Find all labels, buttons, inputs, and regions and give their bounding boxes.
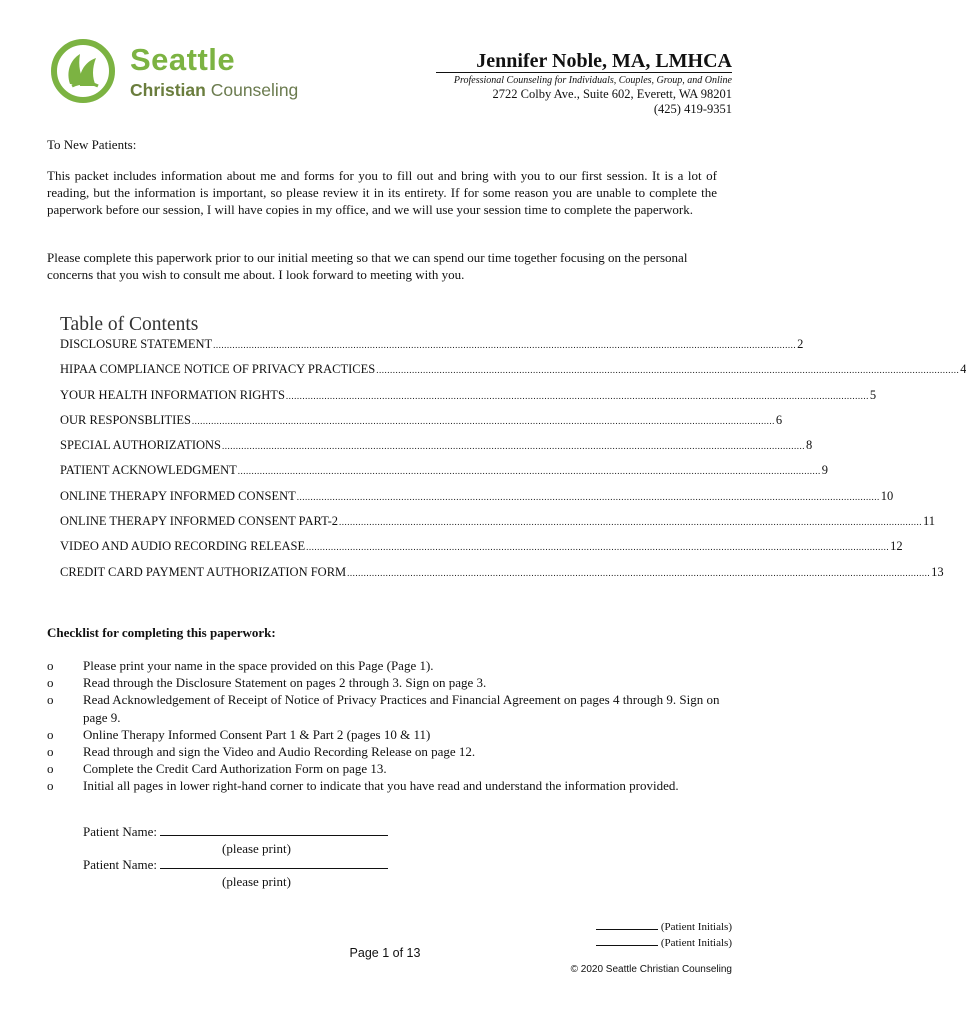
toc-title: Table of Contents: [60, 314, 199, 335]
letterhead: [436, 50, 732, 117]
checklist-item: [47, 657, 737, 674]
address: 2722 Colby Ave., Suite 602, Everett, WA 98201: [492, 87, 732, 101]
toc-label: SPECIAL AUTHORIZATIONS: [60, 438, 221, 453]
toc-page: 5: [869, 387, 877, 402]
toc-leader: ....................................................................................................................................................................................................................: [213, 340, 797, 350]
checklist-item: [47, 743, 737, 760]
leaf-logo-icon: [50, 38, 116, 104]
toc-leader: ....................................................................................................................................................................................................................: [222, 441, 805, 452]
toc-label: PATIENT ACKNOWLEDGMENT: [60, 463, 237, 478]
toc-leader: ....................................................................................................................................................................................................................: [237, 466, 821, 477]
checklist-item-text: Please print your name in the space provided on this Page (Page 1).: [83, 658, 434, 673]
toc-label: VIDEO AND AUDIO RECORDING RELEASE: [60, 539, 306, 554]
toc-entry[interactable]: [60, 463, 828, 488]
toc-leader: ....................................................................................................................................................................................................................: [296, 491, 880, 502]
initials-blank[interactable]: [596, 935, 658, 946]
intro-paragraph-1: This packet includes information about me and forms for you to fill out and bring with you to our first session. It is a lot of reading, but the information is important, so please review it in its entirety. If for some reason you are unable to complete the paperwork before our session, I will have copies in my office, and we will use your session time to complete the paperwork.: [47, 168, 717, 217]
bullet-icon: o: [47, 778, 54, 794]
checklist-item: [47, 726, 737, 743]
bullet-icon: o: [47, 658, 54, 673]
copyright: © 2020 Seattle Christian Counseling: [570, 964, 732, 975]
toc-entry[interactable]: [60, 564, 944, 590]
checklist-item-text: Complete the Credit Card Authorization Form on page 13.: [83, 761, 387, 777]
checklist-item: [47, 760, 737, 777]
bullet-icon: o: [47, 675, 54, 691]
logo-sub-rest: Counseling: [205, 80, 299, 100]
toc-label: ONLINE THERAPY INFORMED CONSENT: [60, 488, 296, 503]
initials-blank[interactable]: [596, 919, 658, 930]
initials-line: [596, 919, 732, 935]
toc-page: 10: [880, 488, 894, 503]
intro-paragraph-2: Please complete this paperwork prior to our initial meeting so that we can spend our time together focusing on the personal concerns that you wish to consult me about. I look forward to meeting with you.: [47, 250, 688, 282]
toc-entry[interactable]: [60, 387, 877, 413]
toc-label: DISCLOSURE STATEMENT: [60, 337, 213, 351]
toc-label: CREDIT CARD PAYMENT AUTHORIZATION FORM: [60, 564, 347, 579]
page-number: Page 1 of 13: [349, 946, 421, 960]
toc-entry[interactable]: [60, 412, 783, 438]
logo-subtitle: [130, 81, 298, 99]
toc-entry[interactable]: [60, 362, 966, 387]
toc-entry[interactable]: [60, 438, 813, 463]
patient-name-field-1: [83, 823, 388, 840]
bullet-icon: o: [47, 692, 54, 708]
logo-title: Seattle: [130, 42, 236, 77]
checklist-item-text: Initial all pages in lower right-hand corner to indicate that you have read and understand the information provided.: [83, 778, 679, 794]
toc-entry[interactable]: [60, 539, 903, 564]
patient-name-label: Patient Name:: [83, 824, 158, 839]
toc-page: 11: [923, 514, 936, 529]
patient-name-label: Patient Name:: [83, 857, 158, 872]
toc-page: 4: [960, 362, 966, 377]
logo: [50, 38, 330, 104]
greeting: To New Patients:: [47, 137, 137, 152]
checklist-item-text: Read Acknowledgement of Receipt of Notice of Privacy Practices and Financial Agreement on pages 4 through 9. Sign on page 9.: [83, 692, 720, 725]
toc-page: 9: [821, 463, 828, 478]
toc-entry[interactable]: [60, 337, 804, 362]
logo-sub-bold: Christian: [130, 80, 206, 100]
checklist-item: [47, 674, 737, 691]
toc-label: HIPAA COMPLIANCE NOTICE OF PRIVACY PRACTICES: [60, 362, 376, 377]
toc-leader: ....................................................................................................................................................................................................................: [339, 517, 922, 528]
toc-entry[interactable]: [60, 488, 894, 514]
bullet-icon: o: [47, 726, 54, 742]
checklist-item: [47, 691, 737, 725]
toc-leader: ....................................................................................................................................................................................................................: [347, 567, 931, 578]
initials-label: (Patient Initials): [658, 936, 732, 949]
toc-leader: ....................................................................................................................................................................................................................: [191, 415, 775, 426]
checklist-item-text: Read through and sign the Video and Audio Recording Release on page 12.: [83, 744, 476, 760]
checklist: [47, 657, 737, 795]
toc-entry[interactable]: [60, 514, 936, 539]
checklist-title: Checklist for completing this paperwork:: [47, 625, 276, 640]
patient-name-field-2: [83, 856, 388, 873]
initials-label: (Patient Initials): [658, 921, 732, 933]
toc-leader: ....................................................................................................................................................................................................................: [306, 542, 890, 553]
toc-page: 12: [890, 539, 903, 554]
patient-name-blank[interactable]: [160, 823, 388, 836]
please-print-hint: (please print): [222, 874, 291, 889]
bullet-icon: o: [47, 744, 54, 760]
toc-label: YOUR HEALTH INFORMATION RIGHTS: [60, 387, 285, 402]
counselor-name: Jennifer Noble, MA, LMHCA: [436, 50, 732, 73]
checklist-item: [47, 777, 737, 794]
bullet-icon: o: [47, 761, 54, 777]
table-of-contents: [60, 337, 966, 590]
toc-page: 8: [806, 438, 813, 453]
tagline: Professional Counseling for Individuals, Couples, Group, and Online: [453, 75, 732, 86]
toc-leader: ....................................................................................................................................................................................................................: [376, 365, 960, 376]
toc-label: OUR RESPONSBLITIES: [60, 412, 191, 427]
toc-leader: ....................................................................................................................................................................................................................: [285, 390, 869, 401]
phone: (425) 419-9351: [653, 102, 732, 116]
checklist-item-text: Read through the Disclosure Statement on pages 2 through 3. Sign on page 3.: [83, 675, 487, 691]
toc-page: 6: [775, 412, 783, 427]
toc-label: ONLINE THERAPY INFORMED CONSENT PART-2: [60, 514, 338, 529]
please-print-hint: (please print): [222, 841, 291, 856]
toc-page: 13: [931, 564, 944, 579]
patient-name-blank[interactable]: [160, 856, 388, 869]
checklist-item-text: Online Therapy Informed Consent Part 1 & Part 2 (pages 10 & 11): [83, 726, 431, 742]
toc-page: 2: [797, 337, 804, 351]
